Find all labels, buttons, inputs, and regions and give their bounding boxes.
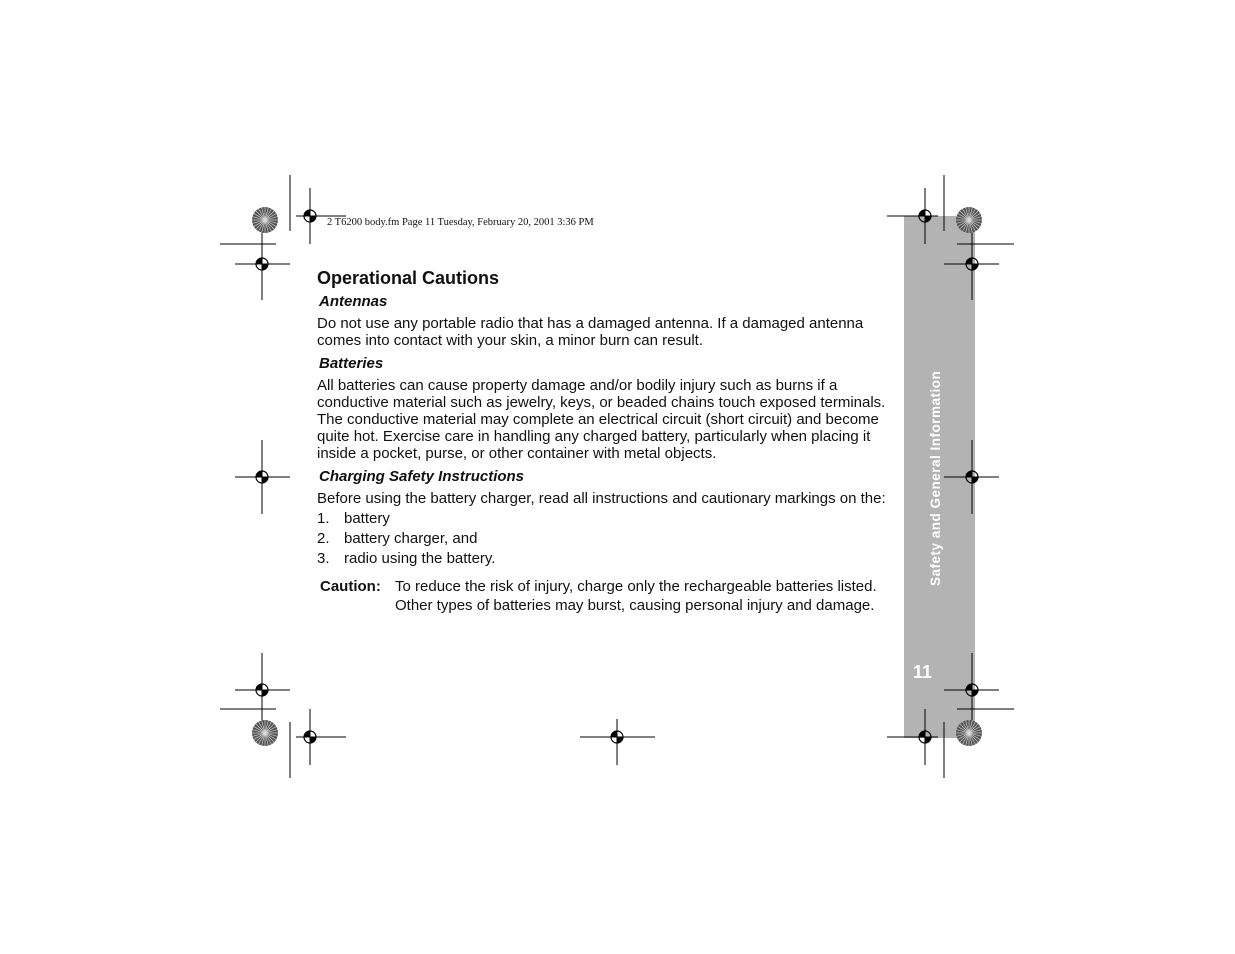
- list-item-number: 1.: [317, 510, 330, 527]
- list-item: [317, 549, 892, 569]
- list-item: [317, 529, 892, 549]
- section-text-charging: Before using the battery charger, read all instructions and cautionary markings on the:: [317, 490, 886, 507]
- section-heading-charging: Charging Safety Instructions: [319, 468, 525, 485]
- page-title: Operational Cautions: [317, 268, 500, 288]
- section-text-batteries: All batteries can cause property damage and/or bodily injury such as burns if a conductive material such as jewelry, keys, or beaded chains touch exposed terminals. The conductive material may complete an electrical circuit (short circuit) and become quite hot. Exercise care in handling any charged battery, particularly when placing it inside a pocket, purse, or other container with metal objects.: [317, 377, 886, 462]
- file-header-line: 2 T6200 body.fm Page 11 Tuesday, February 20, 2001 3:36 PM: [327, 217, 594, 228]
- list-item-number: 3.: [317, 550, 330, 567]
- main-content: [317, 267, 892, 615]
- list-item-number: 2.: [317, 530, 330, 547]
- caution-label: Caution:: [320, 578, 381, 595]
- list-item-text: radio using the battery.: [344, 550, 496, 567]
- caution-note: [317, 577, 892, 615]
- list-item-text: battery charger, and: [344, 530, 478, 547]
- section-text-antennas: Do not use any portable radio that has a damaged antenna. If a damaged antenna comes into contact with your skin, a minor burn can result.: [317, 315, 864, 349]
- list-item: [317, 509, 892, 529]
- page-number: 11: [913, 662, 933, 682]
- side-tab-title: Safety and General Information: [928, 370, 943, 586]
- instruction-list: [317, 509, 892, 569]
- section-heading-antennas: Antennas: [319, 293, 388, 310]
- caution-text: To reduce the risk of injury, charge only the rechargeable batteries listed. Other types of batteries may burst, causing personal injury and damage.: [395, 578, 877, 614]
- section-heading-batteries: Batteries: [319, 355, 384, 372]
- list-item-text: battery: [344, 510, 390, 527]
